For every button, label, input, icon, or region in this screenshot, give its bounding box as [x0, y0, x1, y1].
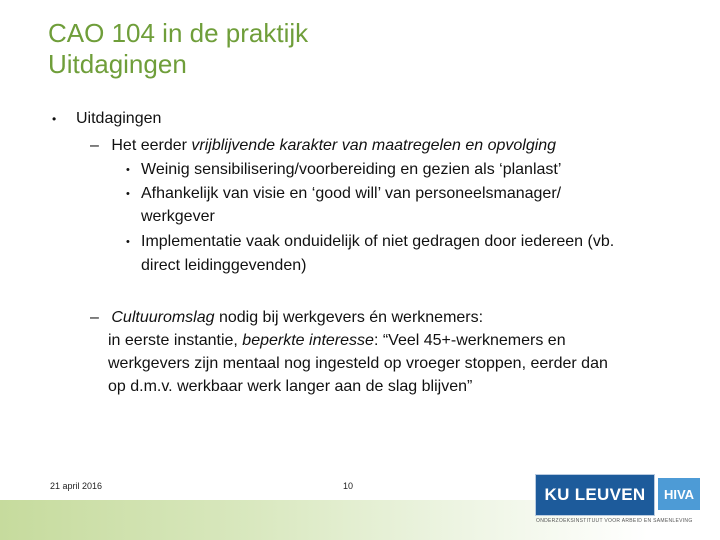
sub-point-2-emphasis-2: beperkte interesse [242, 332, 374, 349]
list-item [126, 182, 561, 205]
sub-point-2-line-4: op d.m.v. werkbaar werk langer aan de slag blijven” [108, 378, 473, 395]
slide-title [48, 18, 308, 80]
ku-leuven-logo [535, 474, 655, 516]
sub-point-1 [90, 134, 556, 157]
sub-point-2-line-2 [108, 329, 566, 352]
list-item [126, 158, 561, 181]
page-number: 10 [343, 481, 354, 491]
bullet-level-1-text: Uitdagingen [76, 110, 162, 127]
list-item [126, 230, 614, 253]
sub-point-2-quote: : “Veel 45+-werknemers en [373, 332, 566, 349]
ku-leuven-logo-text: KU LEUVEN [544, 485, 646, 504]
list-item-continuation: direct leidinggevenden) [141, 257, 307, 274]
logo-tagline: ONDERZOEKSINSTITUUT VOOR ARBEID EN SAMENLEVING [536, 518, 693, 524]
dash-icon: – [90, 137, 99, 154]
bullet-icon: • [126, 236, 130, 248]
sub-point-1-emphasis: vrijblijvende karakter van maatregelen en opvolging [191, 137, 557, 154]
sub-point-2-emphasis: Cultuuromslag [111, 309, 215, 326]
sub-point-2-text: in eerste instantie, [108, 332, 243, 349]
hiva-logo-text: HIVA [663, 486, 695, 502]
bullet-icon: • [52, 112, 57, 126]
list-item-text: Afhankelijk van visie en ‘good will’ van personeelsmanager/ [141, 185, 562, 202]
list-item-text: Weinig sensibilisering/voorbereiding en gezien als ‘planlast’ [141, 161, 562, 178]
footer-date: 21 april 2016 [50, 481, 103, 491]
list-item-text: Implementatie vaak onduidelijk of niet gedragen door iedereen (vb. [141, 233, 615, 250]
slide-title-line-1: CAO 104 in de praktijk [48, 18, 309, 48]
sub-point-2-line-3: werkgevers zijn mentaal nog ingesteld op vroeger stoppen, eerder dan [108, 355, 608, 372]
bullet-icon: • [126, 164, 130, 176]
hiva-logo [658, 478, 700, 510]
bullet-icon: • [126, 188, 130, 200]
list-item-continuation: werkgever [141, 208, 215, 225]
dash-icon: – [90, 309, 99, 326]
sub-point-1-text: Het eerder [111, 137, 192, 154]
sub-point-2 [90, 306, 483, 329]
sub-point-2-text: nodig bij werkgevers én werknemers: [214, 309, 484, 326]
slide-title-line-2: Uitdagingen [48, 49, 187, 79]
